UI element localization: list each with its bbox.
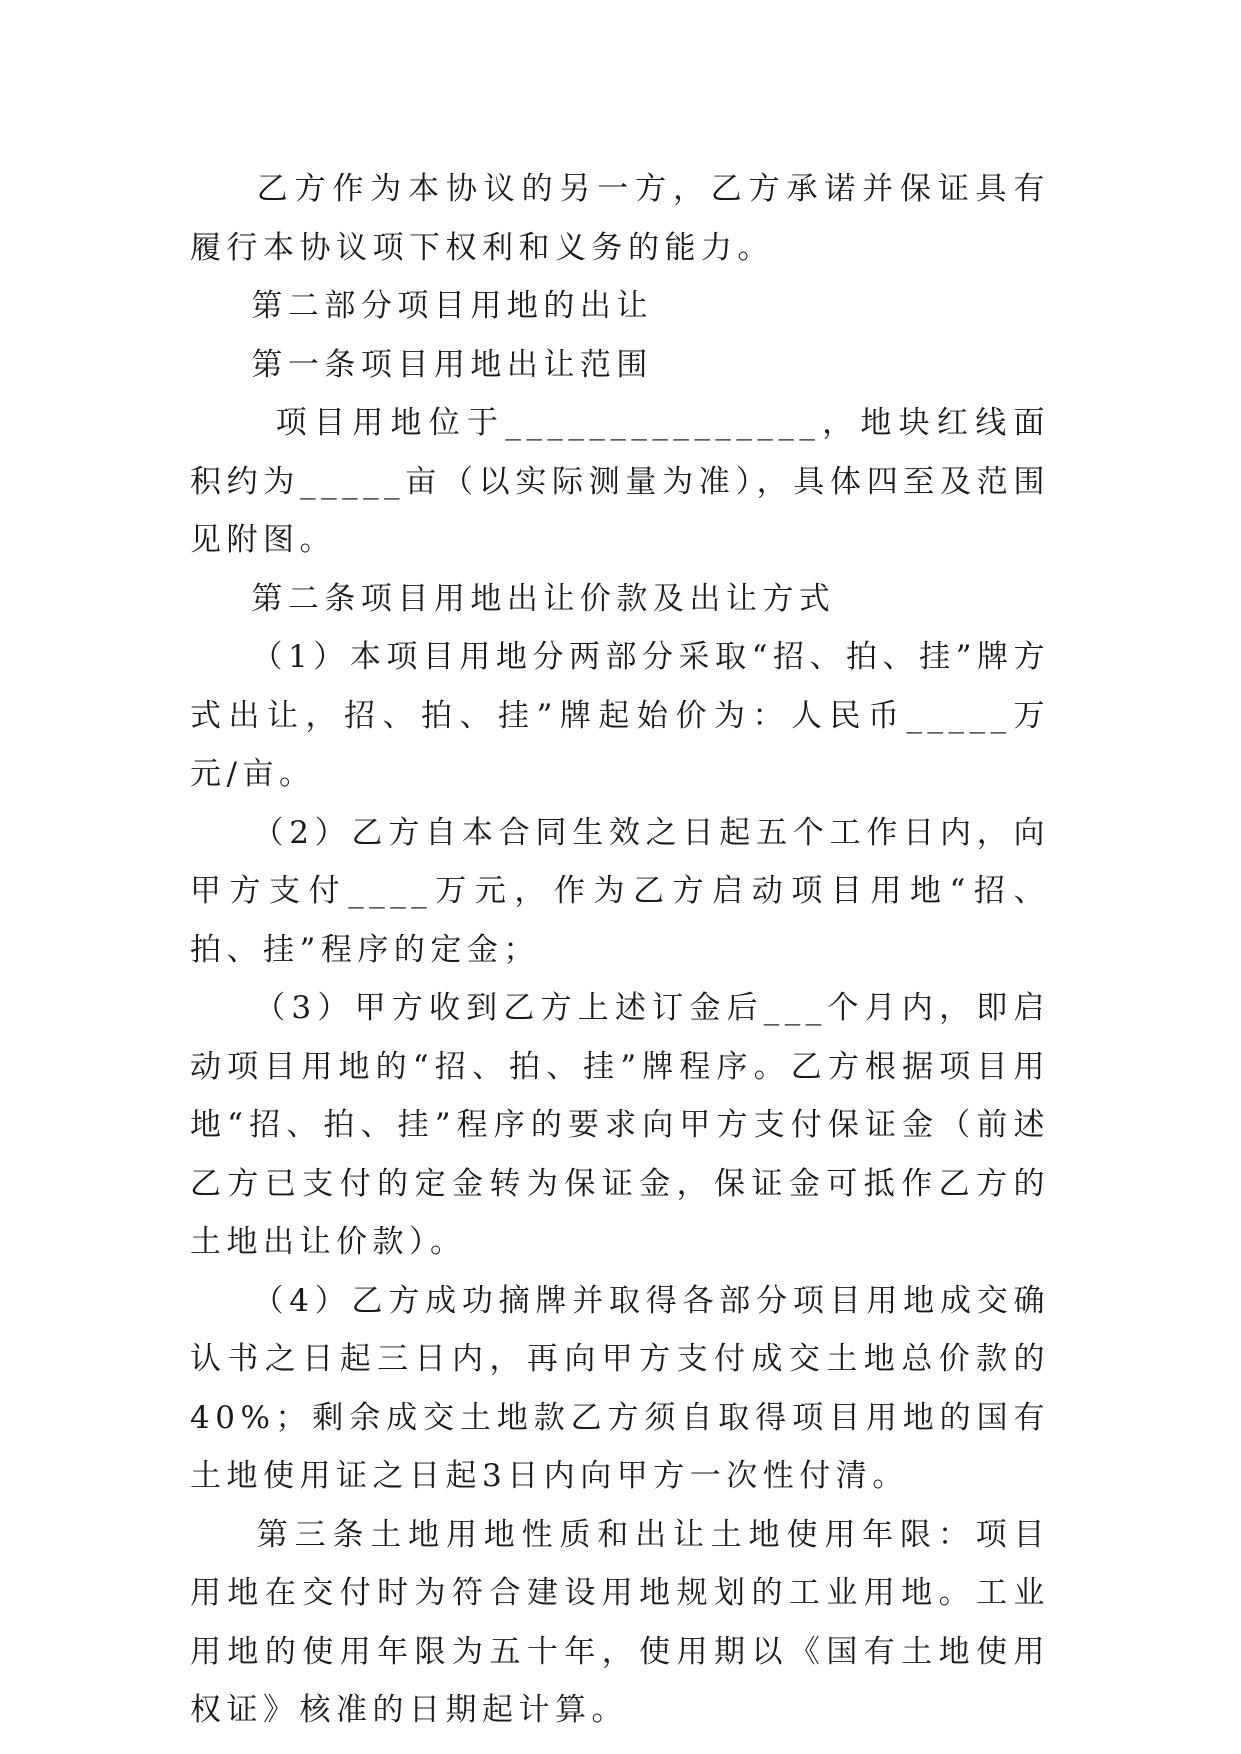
document-body (190, 160, 1050, 1740)
article-heading-transfer-scope: 第一条项目用地出让范围 (190, 346, 653, 383)
section-heading-land-transfer: 第二部分项目用地的出让 (190, 288, 653, 324)
paragraph-party-b-capacity: 乙方作为本协议的另一方，乙方承诺并保证具有履行本协议项下权利和义务的能力。 (190, 171, 1050, 266)
paragraph-clause-3: （3）甲方收到乙方上述订金后___个月内，即启动项目用地的“招、拍、挂”牌程序。乙方根据项目用地“招、拍、挂”程序的要求向甲方支付保证金（前述乙方已支付的定金转为保证金，保证金可抵作乙方的土地出让价款）。 (190, 990, 1050, 1260)
paragraph-clause-1: （1）本项目用地分两部分采取“招、拍、挂”牌方式出让，招、拍、挂”牌起始价为：人民币_____万元/亩。 (190, 639, 1051, 792)
article-heading-price-and-method: 第二条项目用地出让价款及出让方式 (190, 580, 836, 617)
paragraph-clause-2: （2）乙方自本合同生效之日起五个工作日内，向甲方支付____万元，作为乙方启动项目用地“招、拍、挂”程序的定金； (190, 814, 1050, 968)
paragraph-land-location: 项目用地位于_______________，地块红线面积约为_____亩（以实际测量为准），具体四至及范围见附图。 (190, 405, 1051, 558)
paragraph-clause-4: （4）乙方成功摘牌并取得各部分项目用地成交确认书之日起三日内，再向甲方支付成交土地总价款的40%；剩余成交土地款乙方须自取得项目用地的国有土地使用证之日起3日内向甲方一次性付清。 (190, 1282, 1050, 1494)
paragraph-article-3: 第三条土地用地性质和出让土地使用年限：项目用地在交付时为符合建设用地规划的工业用地。工业用地的使用年限为五十年，使用期以《国有土地使用权证》核准的日期起计算。 (190, 1516, 1050, 1728)
